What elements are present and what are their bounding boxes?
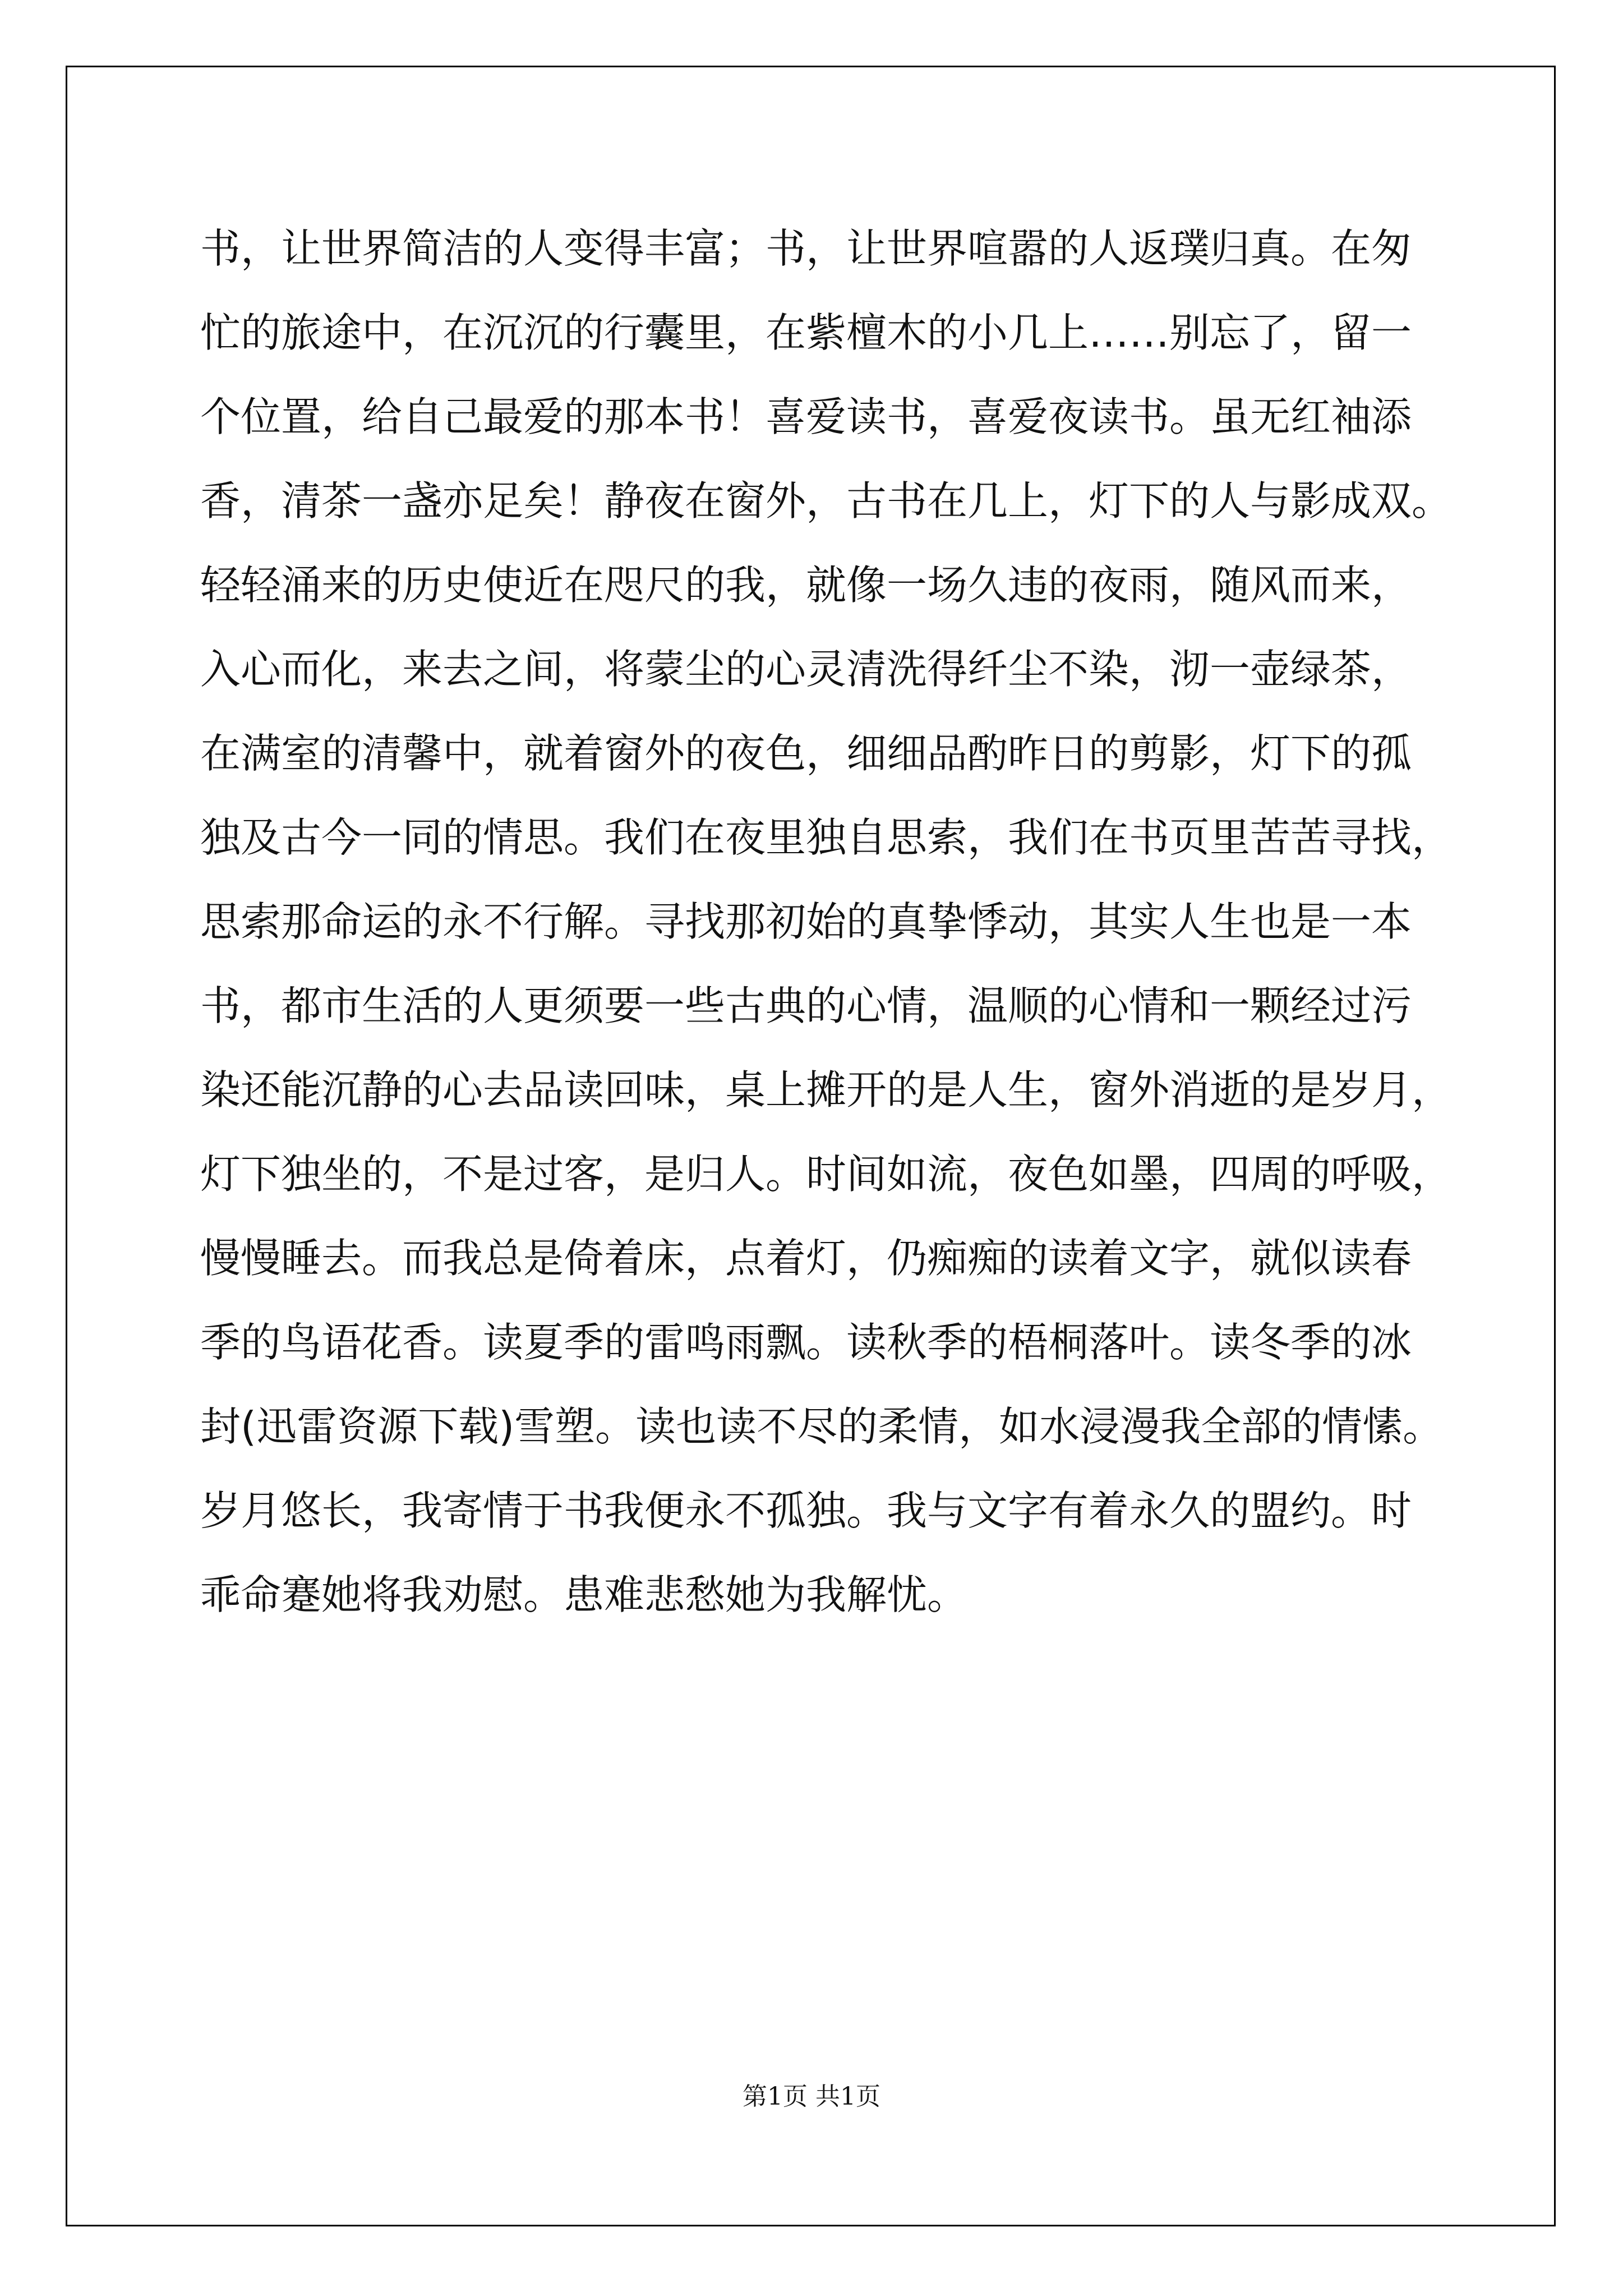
text-line: 乖命蹇她将我劝慰。患难悲愁她为我解忧。 — [200, 1571, 968, 1618]
text-line: 个位置，给自己最爱的那本书！喜爱读书，喜爱夜读书。虽无红袖添 — [200, 393, 1412, 440]
text-line: 入心而化，来去之间，将蒙尘的心灵清洗得纤尘不染，沏一壶绿茶， — [200, 646, 1412, 693]
text-line: 书，让世界简洁的人变得丰富；书，让世界喧嚣的人返璞归真。在匆 — [200, 225, 1412, 272]
text-line: 灯下独坐的，不是过客，是归人。时间如流，夜色如墨，四周的呼吸， — [200, 1151, 1453, 1198]
text-line: 思索那命运的永不行解。寻找那初始的真挚悸动，其实人生也是一本 — [200, 898, 1412, 945]
text-line: 封(迅雷资源下载)雪塑。读也读不尽的柔情，如水浸漫我全部的情愫。 — [200, 1403, 1444, 1450]
text-line: 在满室的清馨中，就着窗外的夜色，细细品酌昨日的剪影，灯下的孤 — [200, 730, 1412, 777]
text-line: 书，都市生活的人更须要一些古典的心情，温顺的心情和一颗经过污 — [200, 982, 1412, 1029]
page-number-footer: 第1页 共1页 — [743, 2082, 880, 2111]
text-line: 染还能沉静的心去品读回味，桌上摊开的是人生，窗外消逝的是岁月， — [200, 1066, 1453, 1114]
text-line: 慢慢睡去。而我总是倚着床，点着灯，仍痴痴的读着文字，就似读春 — [200, 1235, 1412, 1282]
text-line: 岁月悠长，我寄情于书我便永不孤独。我与文字有着永久的盟约。时 — [200, 1487, 1412, 1534]
text-line: 独及古今一同的情思。我们在夜里独自思索，我们在书页里苦苦寻找， — [200, 814, 1453, 861]
text-line: 忙的旅途中，在沉沉的行囊里，在紫檀木的小几上……别忘了，留一 — [200, 309, 1412, 356]
text-line: 轻轻涌来的历史使近在咫尺的我，就像一场久违的夜雨，随风而来， — [200, 562, 1412, 609]
text-line: 季的鸟语花香。读夏季的雷鸣雨飘。读秋季的梧桐落叶。读冬季的冰 — [200, 1319, 1412, 1366]
text-line: 香，清茶一盏亦足矣！静夜在窗外，古书在几上，灯下的人与影成双。 — [200, 477, 1453, 524]
document-body — [200, 206, 1462, 1637]
